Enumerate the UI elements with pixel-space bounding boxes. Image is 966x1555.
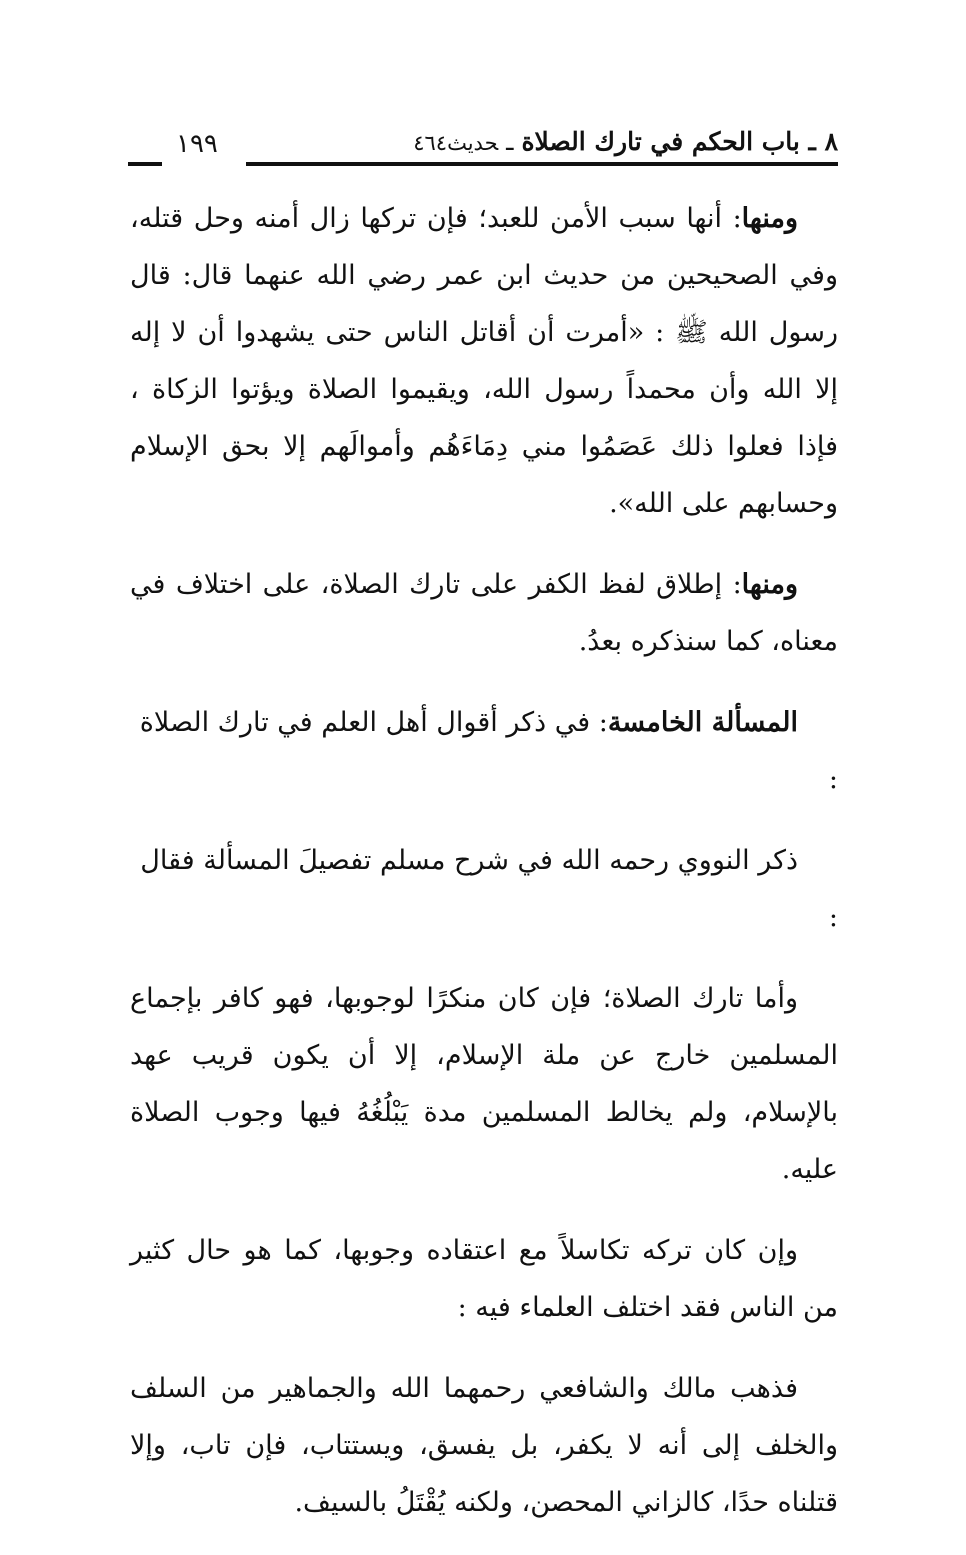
paragraph-term: ومنها	[741, 569, 798, 600]
title-separator: ـ	[506, 127, 514, 156]
paragraph-text: : أنها سبب الأمن للعبد؛ فإن تركها زال أمنه وحل قتله، وفي الصحيحين من حديث ابن عمر رضي الله عنهما قال: قال رسول الله ﷺ : «أمرت أن أقاتل الناس حتى يشهدوا أن لا إله إلا الله وأن محمداً رسول الله، ويقيموا الصلاة ويؤتوا الزكاة ، فإذا فعلوا ذلك عَصَمُوا مني دِمَاءَهُم وأموالَهم إلا بحق الإسلام وحسابهم على الله».	[130, 203, 838, 519]
paragraph-text: ذكر النووي رحمه الله في شرح مسلم تفصيلَ المسألة فقال :	[140, 845, 838, 933]
section-heading	[130, 694, 838, 808]
page-number: ١٩٩	[176, 129, 218, 159]
page-number-rule	[128, 162, 162, 166]
section-heading-term: المسألة الخامسة	[607, 707, 798, 738]
paragraph-6	[130, 1222, 838, 1336]
paragraph-7	[130, 1360, 838, 1531]
hadith-reference: حديث٤٦٤	[413, 131, 499, 155]
header-rule	[246, 162, 838, 166]
paragraph-text: وأما تارك الصلاة؛ فإن كان منكرًا لوجوبها، فهو كافر بإجماع المسلمين خارج عن ملة الإسلام، إلا أن يكون قريب عهد بالإسلام، ولم يخالط المسلمين مدة يَبْلُغُهُ فيها وجوب الصلاة عليه.	[130, 983, 838, 1185]
paragraph-5	[130, 970, 838, 1198]
paragraph-text: وإن كان تركه تكاسلاً مع اعتقاده وجوبها، كما هو حال كثير من الناس فقد اختلف العلماء فيه :	[130, 1235, 838, 1323]
page-header	[128, 122, 838, 168]
paragraph-text: فذهب مالك والشافعي رحمهما الله والجماهير من السلف والخلف إلى أنه لا يكفر، بل يفسق، ويستتاب، فإن تاب، وإلا قتلناه حدًا، كالزاني المحصن، ولكنه يُقْتَلُ بالسيف.	[130, 1373, 838, 1518]
paragraph-2	[130, 556, 838, 670]
page-body	[130, 190, 838, 1555]
paragraph-4	[130, 832, 838, 946]
paragraph-1	[130, 190, 838, 532]
running-title	[413, 122, 838, 163]
paragraph-term: ومنها	[741, 203, 798, 234]
paragraph-text: : إطلاق لفظ الكفر على تارك الصلاة، على اختلاف في معناه، كما سنذكره بعدُ.	[130, 569, 838, 657]
chapter-title: ٨ ـ باب الحكم في تارك الصلاة	[521, 127, 838, 156]
section-heading-text: : في ذكر أقوال أهل العلم في تارك الصلاة :	[139, 707, 838, 795]
